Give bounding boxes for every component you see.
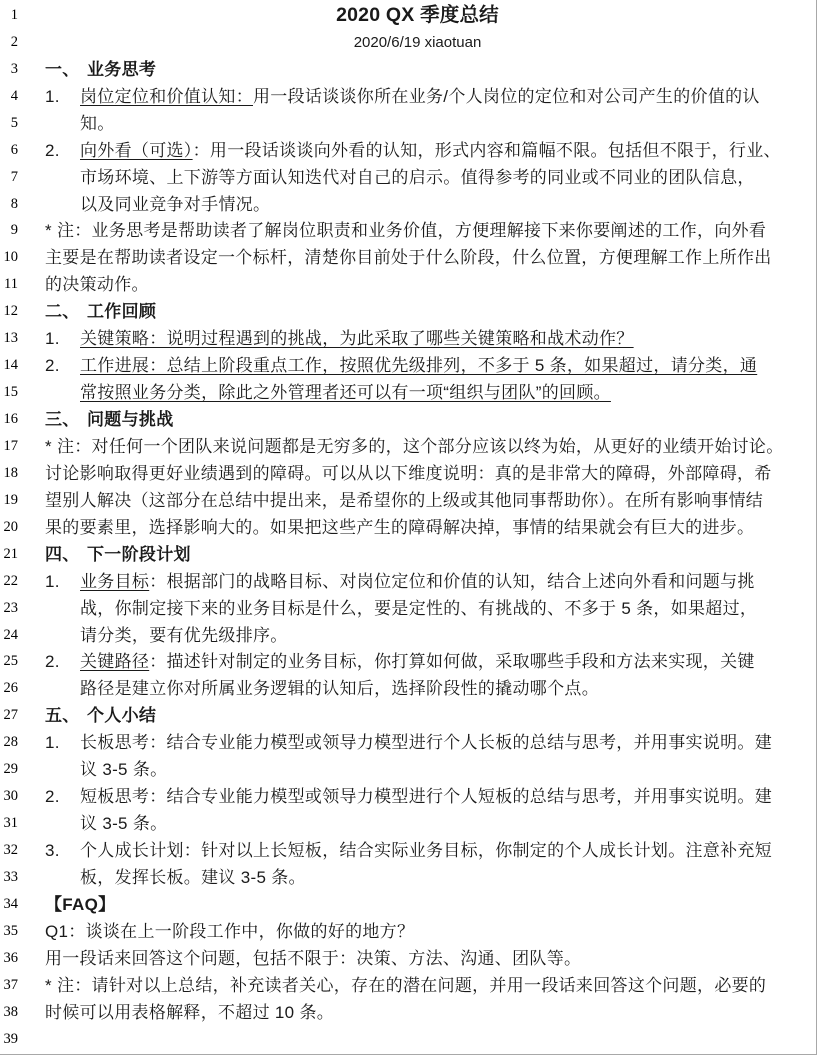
text-run: 岗位定位和价值认知： — [80, 86, 253, 106]
text-line — [45, 519, 790, 536]
text-run: 的决策动作。 — [45, 275, 149, 295]
text-line — [45, 869, 790, 886]
line-number: 6 — [10, 141, 18, 158]
text-run: 关键策略：说明过程遇到的挑战，为此采取了哪些关键策略和战术动作？ — [80, 329, 634, 349]
line-number: 30 — [3, 788, 18, 805]
section-title: 业务思考 — [87, 59, 157, 79]
document-line — [0, 1026, 816, 1053]
line-number: 27 — [3, 707, 18, 724]
text-line — [45, 222, 790, 239]
document-line — [0, 433, 816, 460]
list-marker: 2. — [45, 787, 60, 807]
line-number: 38 — [3, 1003, 18, 1020]
document-line — [0, 352, 816, 379]
section-title: 【FAQ】 — [45, 894, 116, 914]
list-marker: 3. — [45, 841, 60, 861]
text-line — [45, 653, 790, 670]
text-line — [45, 734, 790, 751]
section-title: 下一阶段计划 — [87, 544, 191, 564]
section-title: 个人小结 — [87, 706, 157, 726]
document-line — [0, 164, 816, 191]
line-number: 28 — [3, 734, 18, 751]
text-run: 市场环境、上下游等方面认知迭代对自己的启示。值得参考的同业或不同业的团队信息， — [80, 167, 755, 187]
text-run: ：根据部门的战略目标、对岗位定位和价值的认知，结合上述向外看和问题与挑 — [149, 571, 755, 591]
text-line — [45, 492, 790, 509]
text-run: 板，发挥长板。建议 3-5 条。 — [80, 867, 306, 887]
text-line — [45, 788, 790, 805]
text-run: 讨论影响取得更好业绩遇到的障碍。可以从以下维度说明：真的是非常大的障碍，外部障碍，希 — [45, 463, 772, 483]
section-heading — [45, 61, 790, 78]
document-line — [0, 379, 816, 406]
document-line — [0, 918, 816, 945]
text-run: 用一段话谈谈你所在业务/个人岗位的定位和对公司产生的价值的认 — [253, 86, 760, 106]
text-line — [45, 627, 790, 644]
text-line — [45, 815, 790, 832]
section-number: 一、 — [45, 59, 80, 79]
text-line — [45, 977, 790, 994]
document-line — [0, 298, 816, 325]
line-number: 13 — [3, 330, 18, 347]
text-run: 长板思考：结合专业能力模型或领导力模型进行个人长板的总结与思考，并用事实说明。建 — [80, 733, 772, 753]
text-line — [45, 573, 790, 590]
line-number: 39 — [3, 1030, 18, 1047]
section-heading — [45, 411, 790, 428]
section-number: 四、 — [45, 544, 80, 564]
document-line — [0, 218, 816, 245]
line-number: 10 — [3, 249, 18, 266]
text-run: ：描述针对制定的业务目标，你打算如何做，采取哪些手段和方法来实现，关键 — [149, 652, 755, 672]
document-line — [0, 702, 816, 729]
section-number: 五、 — [45, 706, 80, 726]
text-run: * 注：请针对以上总结，补充读者关心，存在的潜在问题，并用一段话来回答这个问题，必要的 — [45, 975, 767, 995]
document-line — [0, 244, 816, 271]
section-heading — [45, 303, 790, 320]
text-line — [45, 330, 790, 347]
text-run: 路径是建立你对所属业务逻辑的认知后，选择阶段性的撬动哪个点。 — [80, 679, 599, 699]
line-number: 35 — [3, 922, 18, 939]
text-run: 业务目标 — [80, 571, 150, 591]
document-line — [0, 406, 816, 433]
text-line — [45, 196, 790, 213]
list-marker: 1. — [45, 733, 60, 753]
text-line — [45, 761, 790, 778]
line-number: 7 — [10, 168, 18, 185]
line-number: 37 — [3, 976, 18, 993]
section-heading — [45, 896, 790, 913]
page-subtitle: 2020/6/19 xiaotuan — [353, 33, 482, 51]
text-run: 工作进展：总结上阶段重点工作，按照优先级排列，不多于 5 条，如果超过，请分类，通 — [80, 356, 758, 376]
text-line — [45, 950, 790, 967]
line-number: 32 — [3, 842, 18, 859]
document-line — [0, 783, 816, 810]
document-line — [0, 810, 816, 837]
document-line — [0, 325, 816, 352]
text-line — [45, 384, 790, 401]
document-line — [0, 271, 816, 298]
line-number: 18 — [3, 464, 18, 481]
text-run: * 注：对任何一个团队来说问题都是无穷多的，这个部分应该以终为始，从更好的业绩开始讨论。 — [45, 436, 784, 456]
line-number: 33 — [3, 868, 18, 885]
text-run: 以及同业竞争对手情况。 — [80, 194, 271, 214]
document-line — [0, 675, 816, 702]
text-line — [45, 88, 790, 105]
line-number: 26 — [3, 680, 18, 697]
text-run: 时候可以用表格解释，不超过 10 条。 — [45, 1002, 335, 1022]
text-run: * 注：业务思考是帮助读者了解岗位职责和业务价值，方便理解接下来你要阐述的工作，向外看 — [45, 221, 767, 241]
text-line — [45, 249, 790, 266]
document-line — [0, 595, 816, 622]
line-number: 22 — [3, 572, 18, 589]
line-number: 9 — [10, 222, 18, 239]
line-number: 20 — [3, 518, 18, 535]
text-run: 关键路径 — [80, 652, 150, 672]
text-run: 主要是在帮助读者设定一个标杆，清楚你目前处于什么阶段，什么位置，方便理解工作上所作出 — [45, 248, 772, 268]
text-line — [45, 357, 790, 374]
text-run: 常按照业务分类，除此之外管理者还可以有一项“组织与团队”的回顾。 — [80, 383, 611, 403]
text-line — [45, 115, 790, 132]
section-number: 三、 — [45, 410, 80, 430]
list-marker: 2. — [45, 356, 60, 376]
text-run: 用一段话来回答这个问题，包括不限于：决策、方法、沟通、团队等。 — [45, 948, 582, 968]
document-line — [0, 514, 816, 541]
document-line — [0, 945, 816, 972]
document-line — [0, 999, 816, 1026]
section-heading — [45, 546, 790, 563]
document-line — [0, 460, 816, 487]
text-line — [45, 438, 790, 455]
document-line — [0, 649, 816, 676]
text-line — [45, 465, 790, 482]
section-number: 二、 — [45, 302, 80, 322]
text-run: 望别人解决（这部分在总结中提出来，是希望你的上级或其他同事帮助你）。在所有影响事情结 — [45, 490, 764, 510]
line-number: 4 — [10, 87, 18, 104]
document-body — [0, 2, 816, 1053]
line-number: 16 — [3, 411, 18, 428]
line-number: 12 — [3, 303, 18, 320]
document-line — [0, 110, 816, 137]
line-number: 21 — [3, 545, 18, 562]
document-line — [0, 83, 816, 110]
line-number: 1 — [10, 6, 18, 23]
document-line — [0, 2, 816, 29]
text-run: 果的要素里，选择影响大的。如果把这些产生的障碍解决掉，事情的结果就会有巨大的进步。 — [45, 517, 755, 537]
text-line — [45, 680, 790, 697]
text-run: Q1：谈谈在上一阶段工作中，你做的好的地方？ — [45, 921, 415, 941]
line-number: 29 — [3, 761, 18, 778]
line-number: 8 — [10, 195, 18, 212]
line-number: 25 — [3, 653, 18, 670]
line-number: 3 — [10, 60, 18, 77]
document-line — [0, 137, 816, 164]
text-run: 议 3-5 条。 — [80, 760, 168, 780]
document-line — [0, 56, 816, 83]
document-line — [0, 568, 816, 595]
list-marker: 1. — [45, 571, 60, 591]
line-number: 5 — [10, 114, 18, 131]
text-run: 短板思考：结合专业能力模型或领导力模型进行个人短板的总结与思考，并用事实说明。建 — [80, 787, 772, 807]
page-title: 2020 QX 季度总结 — [336, 3, 499, 26]
document-line — [0, 191, 816, 218]
section-heading — [45, 707, 790, 724]
text-line — [45, 842, 790, 859]
text-run: ：用一段话谈谈向外看的认知，形式内容和篇幅不限。包括但不限于，行业、 — [192, 140, 781, 160]
document-line — [0, 756, 816, 783]
text-run: 请分类，要有优先级排序。 — [80, 625, 288, 645]
document-line — [0, 541, 816, 568]
line-number: 24 — [3, 626, 18, 643]
line-number: 31 — [3, 815, 18, 832]
document-line — [0, 891, 816, 918]
document-line — [0, 487, 816, 514]
line-number: 14 — [3, 357, 18, 374]
text-line — [45, 276, 790, 293]
line-number: 23 — [3, 599, 18, 616]
text-run: 向外看（可选） — [80, 140, 193, 160]
list-marker: 2. — [45, 140, 60, 160]
line-number: 36 — [3, 949, 18, 966]
document-line — [0, 837, 816, 864]
text-run: 战，你制定接下来的业务目标是什么，要是定性的、有挑战的、不多于 5 条，如果超过， — [80, 598, 758, 618]
line-number: 34 — [3, 895, 18, 912]
list-marker: 1. — [45, 329, 60, 349]
text-run: 知。 — [80, 113, 115, 133]
text-run: 个人成长计划：针对以上长短板，结合实际业务目标，你制定的个人成长计划。注意补充短 — [80, 841, 772, 861]
section-title: 工作回顾 — [87, 302, 157, 322]
line-number: 2 — [10, 33, 18, 50]
text-line — [45, 923, 790, 940]
document-line — [0, 864, 816, 891]
text-line — [45, 1004, 790, 1021]
document-line — [0, 29, 816, 56]
document-line — [0, 729, 816, 756]
document-line — [0, 972, 816, 999]
text-run: 议 3-5 条。 — [80, 814, 168, 834]
text-line — [45, 169, 790, 186]
line-number: 17 — [3, 437, 18, 454]
text-line — [45, 142, 790, 159]
list-marker: 1. — [45, 86, 60, 106]
document-line — [0, 622, 816, 649]
line-number: 11 — [4, 276, 18, 293]
list-marker: 2. — [45, 652, 60, 672]
text-line — [45, 600, 790, 617]
line-number: 19 — [3, 491, 18, 508]
line-number: 15 — [3, 384, 18, 401]
section-title: 问题与挑战 — [87, 410, 174, 430]
